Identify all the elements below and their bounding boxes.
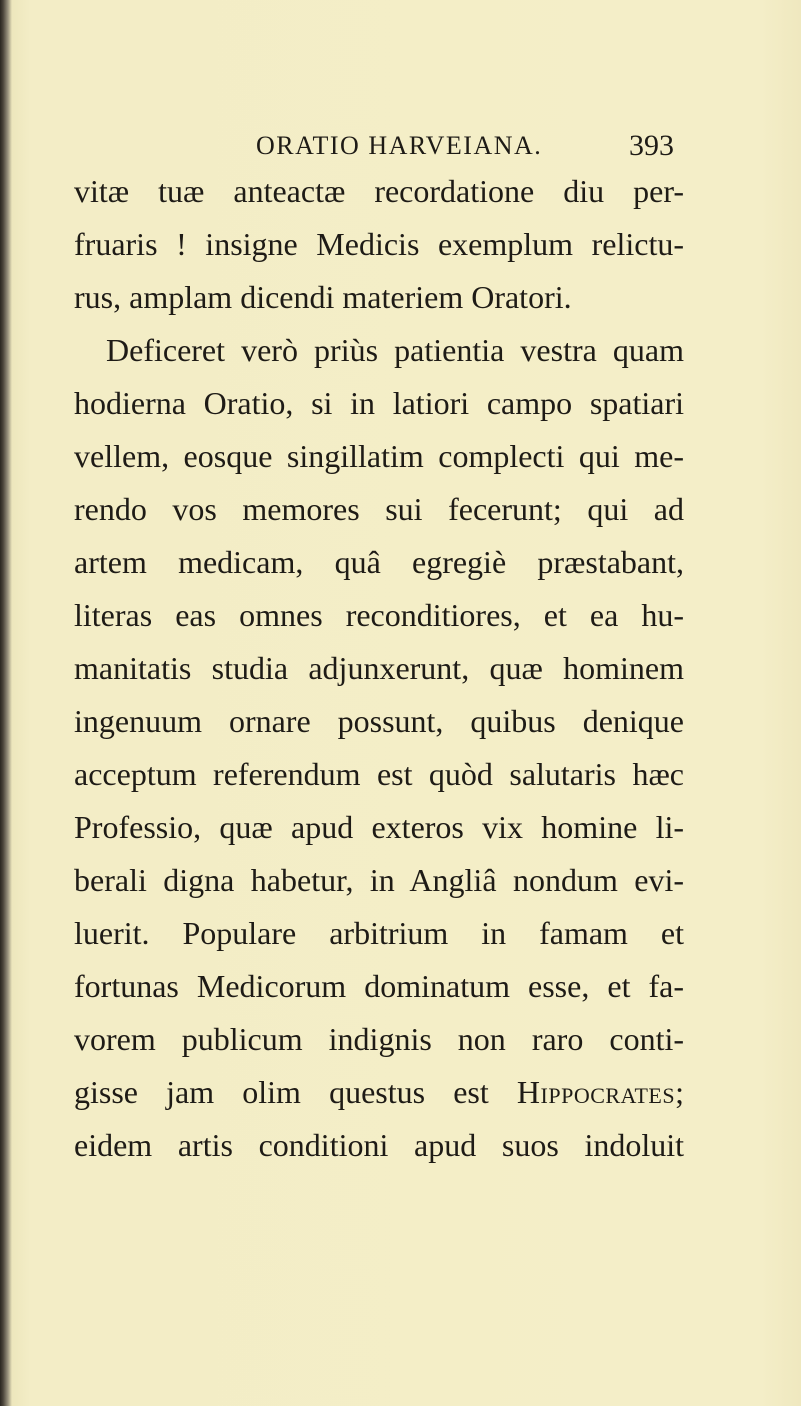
text-line: literas eas omnes reconditiores, et ea hu-: [74, 597, 684, 633]
text-line: acceptum referendum est quòd salutaris hæc: [74, 756, 684, 792]
binding-edge: [0, 0, 12, 1406]
text-line: manitatis studia adjunxerunt, quæ hominem: [74, 650, 684, 686]
text-line: luerit. Populare arbitrium in famam et: [74, 915, 684, 951]
text-segment: ;: [675, 1074, 684, 1110]
running-title: ORATIO HARVEIANA.: [256, 131, 543, 160]
text-line: Professio, quæ apud exteros vix homine li-: [74, 809, 684, 845]
text-line: vellem, eosque singillatim complecti qui me-: [74, 438, 684, 474]
text-line: fortunas Medicorum dominatum esse, et fa-: [74, 968, 684, 1004]
text-segment: gisse jam olim questus est: [74, 1074, 517, 1110]
text-line: eidem artis conditioni apud suos indoluit: [74, 1127, 684, 1163]
text-line: hodierna Oratio, si in latiori campo spatiari: [74, 385, 684, 421]
text-line: rus, amplam dicendi materiem Oratori.: [74, 279, 572, 315]
text-line: [74, 1068, 684, 1116]
text-line: artem medicam, quâ egregiè præstabant,: [74, 544, 684, 580]
text-line: vitæ tuæ anteactæ recordatione diu per-: [74, 173, 684, 209]
text-line: ingenuum ornare possunt, quibus denique: [74, 703, 684, 739]
page-number: 393: [629, 129, 674, 162]
text-line: berali digna habetur, in Angliâ nondum evi-: [74, 862, 684, 898]
author-name: Hippocrates: [516, 1074, 676, 1110]
running-head: [0, 126, 801, 166]
text-line: rendo vos memores sui fecerunt; qui ad: [74, 491, 684, 527]
text-line: vorem publicum indignis non raro conti-: [74, 1021, 684, 1057]
text-line: Deficeret verò priùs patientia vestra quam: [106, 332, 684, 368]
text-line: fruaris ! insigne Medicis exemplum relictu-: [74, 226, 684, 262]
